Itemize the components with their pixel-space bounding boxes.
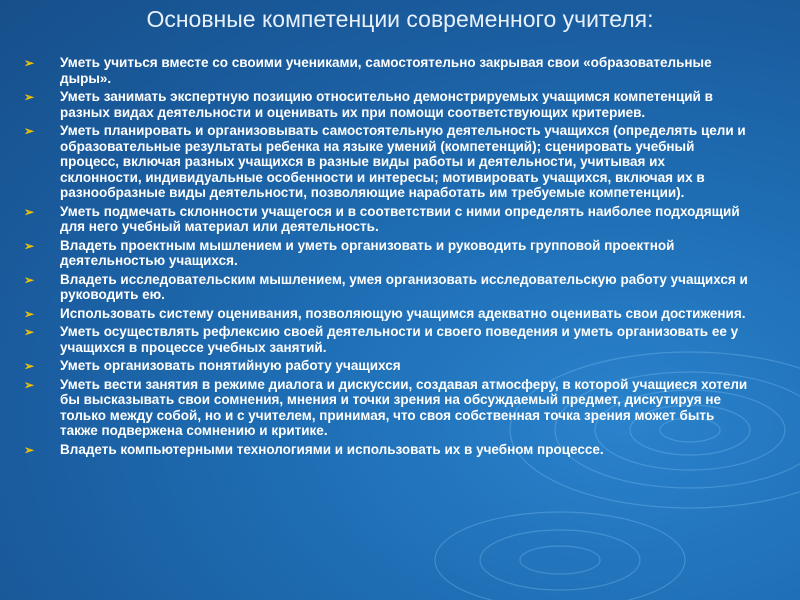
list-item-text: Владеть исследовательским мышлением, умея организовать исследовательскую работу учащихся и руководить ею. bbox=[60, 271, 748, 302]
list-item bbox=[24, 55, 750, 86]
list-item-text: Уметь занимать экспертную позицию относительно демонстрируемых учащимся компетенций в разных видах деятельности и оценивать их при помощи соответствующих критериев. bbox=[60, 89, 713, 120]
arrowhead-bullet-icon: ➢ bbox=[24, 442, 35, 457]
list-item bbox=[24, 358, 750, 374]
slide-title: Основные компетенции современного учителя: bbox=[146, 6, 654, 32]
list-item bbox=[24, 272, 750, 303]
arrowhead-bullet-icon: ➢ bbox=[24, 325, 35, 339]
list-item-text: Уметь планировать и организовывать самостоятельную деятельность учащихся (определять цели и образовательные результаты ребенка на языке умений (компетенций); сценировать учебный процесс, включая разных учащихся в разные виды работы и деятельности, учитывая их склонности, индивидуальные особенности и интересы; мотивировать учащихся, включая их в разнообразные виды деятельности, позволяющие наработать им требуемые компетенции). bbox=[60, 123, 746, 200]
list-item bbox=[24, 89, 750, 120]
arrowhead-bullet-icon: ➢ bbox=[24, 56, 35, 70]
arrowhead-bullet-icon: ➢ bbox=[24, 238, 35, 253]
list-item bbox=[24, 238, 750, 269]
list-item-text: Уметь вести занятия в режиме диалога и дискуссии, создавая атмосферу, в которой учащиеся хотели бы высказывать свои сомнения, мнения и точки зрения на обсуждаемый предмет, дискутируя не только между собой, но и с учителем, принимая, что своя собственная точка зрения может быть также подвержена сомнению и критике. bbox=[60, 376, 748, 438]
list-item-text: Уметь организовать понятийную работу учащихся bbox=[60, 358, 401, 373]
list-item bbox=[24, 442, 750, 458]
list-item-text: Владеть проектным мышлением и уметь организовать и руководить групповой проектной деятельностью учащихся. bbox=[60, 237, 675, 268]
list-item bbox=[24, 324, 750, 355]
list-item-text: Владеть компьютерными технологиями и использовать их в учебном процессе. bbox=[60, 441, 604, 457]
arrowhead-bullet-icon: ➢ bbox=[24, 124, 35, 138]
list-item bbox=[24, 123, 750, 201]
list-item-text: Уметь осуществлять рефлексию своей деятельности и своего поведения и уметь организовать ее у учащихся в процессе учебных занятий. bbox=[60, 324, 739, 355]
list-item-text: Использовать систему оценивания, позволяющую учащимся адекватно оценивать свои достижения. bbox=[60, 305, 746, 321]
arrowhead-bullet-icon: ➢ bbox=[24, 272, 35, 287]
list-item bbox=[24, 306, 750, 322]
arrowhead-bullet-icon: ➢ bbox=[24, 359, 35, 373]
competencies-list bbox=[24, 55, 750, 460]
arrowhead-bullet-icon: ➢ bbox=[24, 204, 35, 219]
list-item bbox=[24, 377, 750, 439]
list-item-text: Уметь подмечать склонности учащегося и в соответствии с ними определять наиболее подходящий для него учебный материал или деятельность. bbox=[60, 203, 740, 234]
arrowhead-bullet-icon: ➢ bbox=[24, 90, 35, 104]
list-item bbox=[24, 204, 750, 235]
arrowhead-bullet-icon: ➢ bbox=[24, 306, 35, 321]
list-item-text: Уметь учиться вместе со своими учениками, самостоятельно закрывая свои «образовательные дыры». bbox=[60, 55, 712, 86]
arrowhead-bullet-icon: ➢ bbox=[24, 377, 35, 392]
